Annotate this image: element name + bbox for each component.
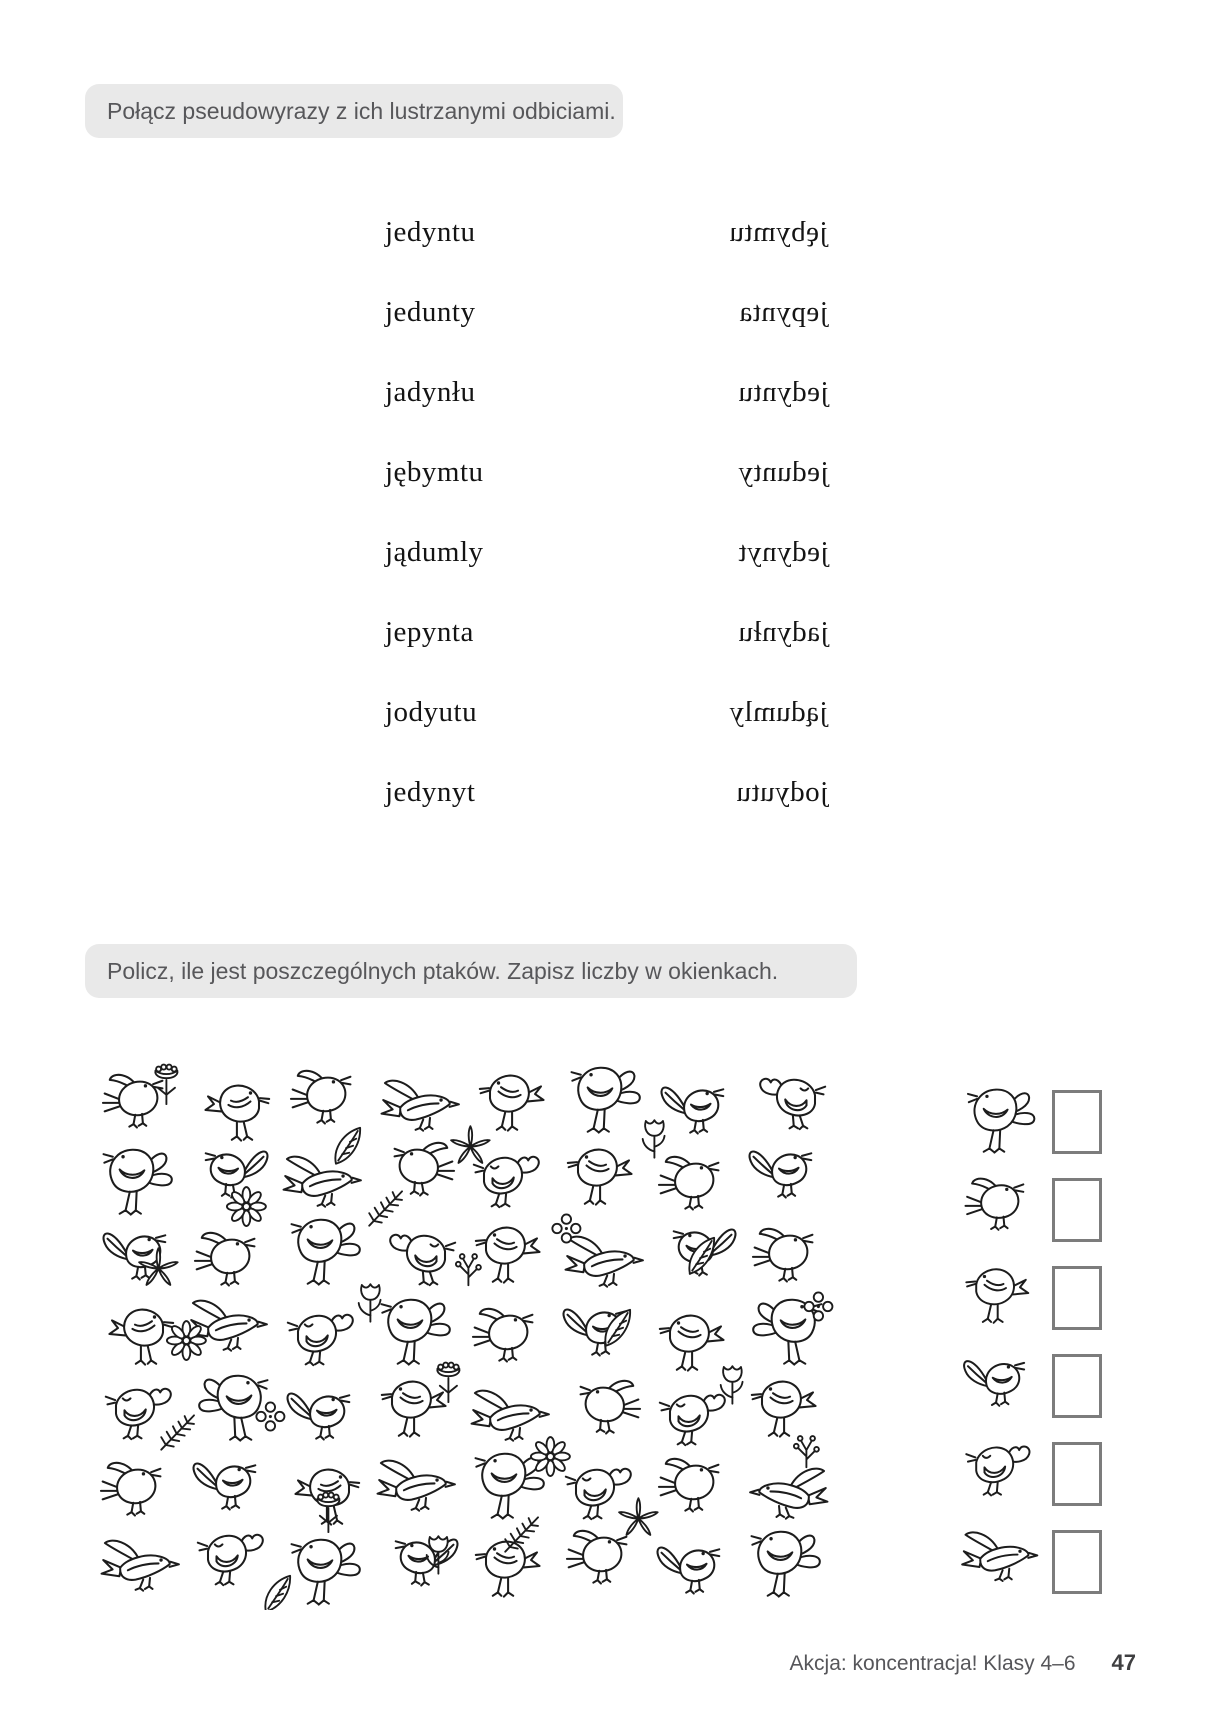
sleepy-heart-tail-doodle	[760, 1079, 825, 1129]
forked-tail-doodle	[752, 1382, 816, 1437]
leaf-tail-doodle	[206, 1151, 268, 1197]
spiky-tail-doodle	[101, 1463, 161, 1516]
word-row	[385, 752, 484, 832]
mirrored-word-5[interactable]: jedynyt	[737, 535, 828, 568]
forked-tail-doodle	[109, 1310, 173, 1365]
pine-twig-doodle	[505, 1517, 538, 1551]
pseudoword-7[interactable]: jodyutu	[385, 695, 478, 728]
star-flower-doodle	[451, 1126, 491, 1164]
sleepy-heart-tail-doodle	[390, 1235, 455, 1285]
word-row	[729, 512, 828, 592]
pseudoword-6[interactable]: jepynta	[385, 615, 474, 648]
berry-sprig-doodle	[794, 1436, 819, 1467]
word-row	[385, 272, 484, 352]
daisy-doodle	[531, 1437, 570, 1476]
glide-doodle	[378, 1461, 455, 1511]
glide-doodle	[284, 1157, 361, 1207]
berry-sprig-doodle	[456, 1254, 481, 1285]
word-row	[729, 192, 828, 272]
pseudoword-4[interactable]: jębymtu	[385, 455, 484, 488]
mirrored-word-3[interactable]: jedyntu	[737, 375, 828, 408]
glide-doodle	[472, 1391, 549, 1441]
bird-count-box-6[interactable]	[1052, 1530, 1102, 1594]
word-row	[729, 432, 828, 512]
leaf-tail-bird-icon	[958, 1348, 1044, 1424]
glide-doodle	[750, 1469, 827, 1519]
loop-tail-doodle	[199, 1376, 267, 1441]
word-row	[385, 432, 484, 512]
tulip-doodle	[643, 1120, 665, 1157]
spiky-tail-doodle	[395, 1143, 455, 1196]
sleepy-heart-tail-bird-icon	[958, 1436, 1044, 1512]
leaf-tail-doodle	[288, 1393, 350, 1439]
daisy-doodle	[167, 1321, 206, 1360]
bird-count-row-3	[958, 1254, 1102, 1342]
forked-tail-doodle	[480, 1076, 544, 1131]
leaf-tail-doodle	[750, 1151, 812, 1197]
pseudoword-8[interactable]: jedynyt	[385, 775, 476, 808]
sleepy-heart-tail-doodle	[660, 1395, 725, 1445]
bird-count-row-4	[958, 1342, 1102, 1430]
bird-count-row-6	[958, 1518, 1102, 1606]
bird-count-box-5[interactable]	[1052, 1442, 1102, 1506]
pine-twig-doodle	[369, 1191, 402, 1225]
leaf-doodle	[335, 1128, 360, 1164]
bird-count-row-5	[958, 1430, 1102, 1518]
leaf-tail-doodle	[658, 1547, 720, 1593]
loop-tail-doodle	[292, 1220, 360, 1285]
bird-count-box-4[interactable]	[1052, 1354, 1102, 1418]
bird-field-illustration	[95, 1062, 840, 1610]
bird-count-legend	[958, 1078, 1102, 1606]
spiky-tail-doodle	[473, 1309, 533, 1362]
spiky-tail-doodle	[103, 1075, 163, 1128]
spiky-tail-doodle	[753, 1229, 813, 1282]
spiky-tail-doodle	[659, 1157, 719, 1210]
instruction-2: Policz, ile jest poszczególnych ptaków. Zapisz liczby w okienkach.	[85, 944, 857, 998]
footer	[790, 1650, 1136, 1676]
spiky-tail-doodle	[567, 1531, 627, 1584]
cup-flower-doodle	[155, 1065, 177, 1105]
word-row	[385, 192, 484, 272]
pine-twig-doodle	[161, 1415, 194, 1449]
loop-tail-doodle	[292, 1540, 360, 1605]
spiky-tail-doodle	[291, 1071, 351, 1124]
mirrored-word-8[interactable]: jodyutu	[735, 775, 828, 808]
pseudowords-column	[385, 192, 484, 832]
word-row	[385, 672, 484, 752]
spiky-tail-doodle	[195, 1233, 255, 1286]
loop-tail-doodle	[572, 1068, 640, 1133]
word-row	[729, 672, 828, 752]
leaf-doodle	[265, 1576, 290, 1610]
sleepy-heart-tail-doodle	[106, 1389, 171, 1439]
forked-tail-doodle	[568, 1150, 632, 1205]
word-row	[729, 592, 828, 672]
glide-bird-icon	[958, 1524, 1044, 1600]
mirrored-word-7[interactable]: jądumly	[729, 695, 828, 728]
spiky-tail-doodle	[581, 1381, 641, 1434]
pseudoword-5[interactable]: jądumly	[385, 535, 484, 568]
glide-doodle	[382, 1081, 459, 1131]
daisy-doodle	[227, 1187, 266, 1226]
glide-doodle	[566, 1237, 643, 1287]
word-row	[729, 352, 828, 432]
loop-tail-doodle	[104, 1150, 172, 1215]
sleepy-heart-tail-doodle	[288, 1315, 353, 1365]
bird-count-box-2[interactable]	[1052, 1178, 1102, 1242]
spiky-tail-bird-icon	[958, 1172, 1044, 1248]
sleepy-heart-tail-doodle	[474, 1157, 539, 1207]
loop-tail-doodle	[476, 1454, 544, 1519]
instruction-1: Połącz pseudowyrazy z ich lustrzanymi odbiciami.	[85, 84, 623, 138]
bird-count-box-1[interactable]	[1052, 1090, 1102, 1154]
mirrored-word-2[interactable]: jepynta	[739, 295, 828, 328]
tulip-doodle	[359, 1284, 381, 1321]
forked-tail-doodle	[382, 1382, 446, 1437]
star-flower-doodle	[619, 1498, 659, 1536]
four-petal-doodle	[256, 1402, 284, 1430]
page-number: 47	[1111, 1650, 1136, 1675]
bird-count-row-2	[958, 1166, 1102, 1254]
word-row	[729, 272, 828, 352]
forked-tail-bird-icon	[958, 1260, 1044, 1336]
leaf-tail-doodle	[662, 1087, 724, 1133]
spiky-tail-doodle	[659, 1459, 719, 1512]
series-title: Akcja: koncentracja! Klasy 4–6	[789, 1652, 1076, 1675]
leaf-tail-doodle	[194, 1463, 256, 1509]
bird-count-box-3[interactable]	[1052, 1266, 1102, 1330]
word-row	[385, 512, 484, 592]
forked-tail-doodle	[660, 1316, 724, 1371]
glide-doodle	[102, 1541, 179, 1591]
mirrored-word-1[interactable]: jębymtu	[729, 215, 828, 248]
mirrored-words-column	[729, 192, 828, 832]
loop-tail-doodle	[382, 1300, 450, 1365]
pseudoword-1[interactable]: jedyntu	[385, 215, 476, 248]
pseudoword-3[interactable]: jadynłu	[385, 375, 476, 408]
mirrored-word-6[interactable]: jadynłu	[737, 615, 828, 648]
word-row	[385, 592, 484, 672]
word-row	[385, 352, 484, 432]
forked-tail-doodle	[476, 1228, 540, 1283]
leaf-tail-doodle	[396, 1539, 458, 1585]
mirrored-word-4[interactable]: jedunty	[737, 455, 828, 488]
pseudoword-2[interactable]: jedunty	[385, 295, 476, 328]
loop-tail-bird-icon	[958, 1084, 1044, 1160]
forked-tail-doodle	[205, 1086, 269, 1141]
bird-count-row-1	[958, 1078, 1102, 1166]
sleepy-heart-tail-doodle	[198, 1535, 263, 1585]
loop-tail-doodle	[752, 1532, 820, 1597]
word-row	[729, 752, 828, 832]
